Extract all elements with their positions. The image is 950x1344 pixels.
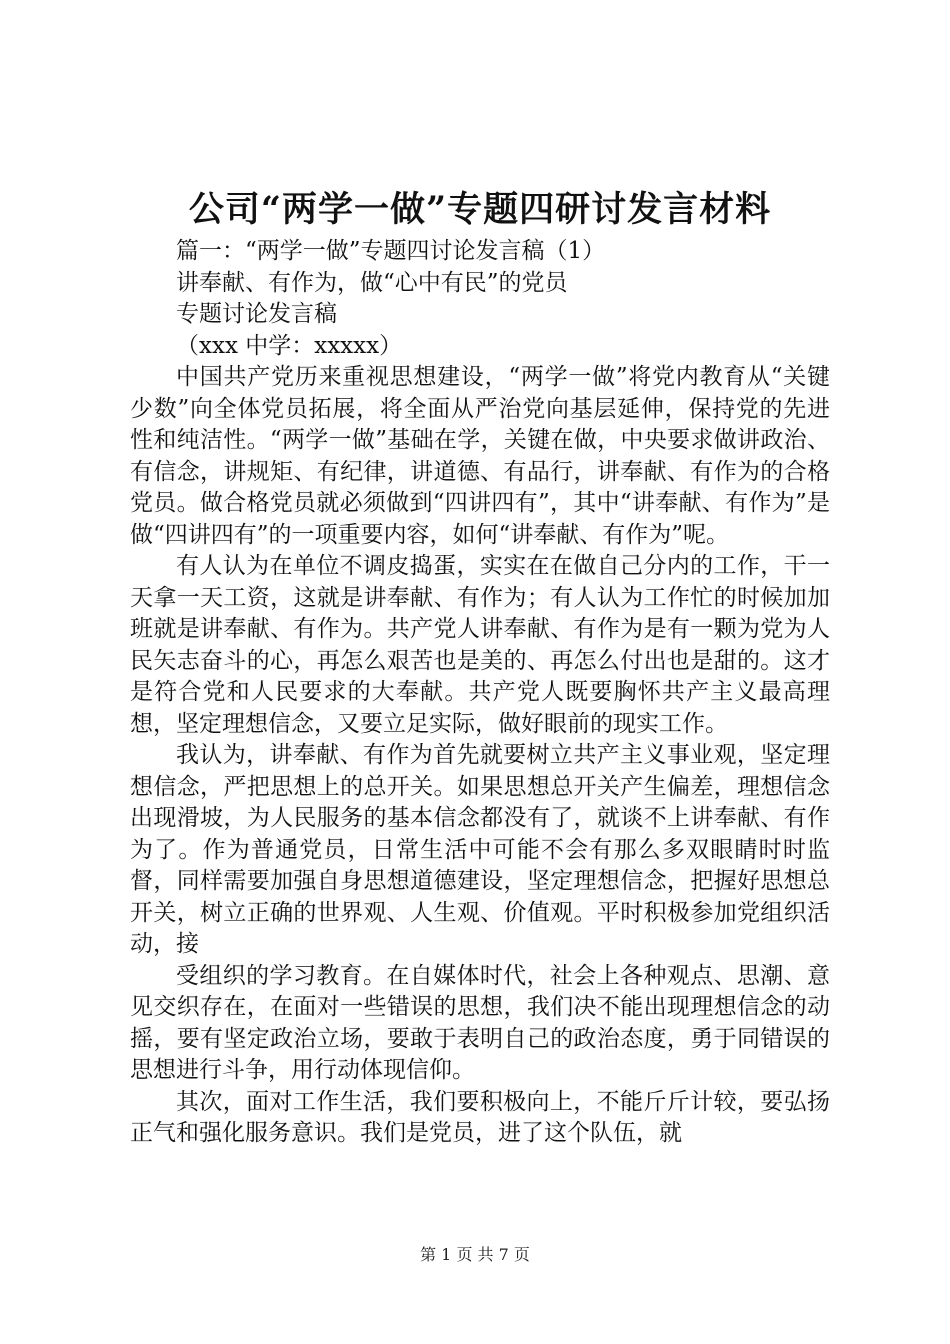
- paragraph-2: 有人认为在单位不调皮捣蛋，实实在在做自己分内的工作，干一天拿一天工资，这就是讲奉献、有作为；有人认为工作忙的时候加加班就是讲奉献、有作为。共产党人讲奉献、有作为是有一颗为党为人民矢志奋斗的心，再怎么艰苦也是美的、再怎么付出也是甜的。这才是符合党和人民要求的大奉献。共产党人既要胸怀共产主义最高理想，坚定理想信念，又要立足实际，做好眼前的现实工作。: [130, 553, 830, 737]
- subheading-3: 专题讨论发言稿: [176, 301, 337, 327]
- paragraph-3: 我认为，讲奉献、有作为首先就要树立共产主义事业观，坚定理想信念，严把思想上的总开关。如果思想总开关产生偏差，理想信念出现滑坡，为人民服务的基本信念都没有了，就谈不上讲奉献、有作为了。作为普通党员，日常生活中可能不会有那么多双眼睛时时监督，同样需要加强自身思想道德建设，坚定理想信念，把握好思想总开关，树立正确的世界观、人生观、价值观。平时积极参加党组织活动，接: [130, 742, 830, 957]
- subheading-1: 篇一：“两学一做”专题四讨论发言稿（1）: [176, 238, 606, 264]
- paragraph-1: 中国共产党历来重视思想建设，“两学一做”将党内教育从“关键少数”向全体党员拓展，将全面从严治党向基层延伸，保持党的先进性和纯洁性。“两学一做”基础在学，关键在做，中央要求做讲政治、有信念，讲规矩、有纪律，讲道德、有品行，讲奉献、有作为的合格党员。做合格党员就必须做到“四讲四有”，其中“讲奉献、有作为”是做“四讲四有”的一项重要内容，如何“讲奉献、有作为”呢。: [130, 364, 830, 548]
- document-body: [130, 236, 830, 1150]
- subheading-2: 讲奉献、有作为，做“心中有民”的党员: [176, 269, 568, 296]
- paragraph-4: 受组织的学习教育。在自媒体时代，社会上各种观点、思潮、意见交织存在，在面对一些错误的思想，我们决不能出现理想信念的动摇，要有坚定政治立场，要敢于表明自己的政治态度，勇于同错误的思想进行斗争，用行动体现信仰。: [130, 962, 830, 1083]
- page-footer: 第 1 页 共 7 页: [420, 1245, 530, 1264]
- subheading-4: （xxx 中学：xxxxx）: [176, 332, 403, 359]
- document-title: 公司“两学一做”专题四研讨发言材料: [188, 189, 772, 230]
- paragraph-5: 其次，面对工作生活，我们要积极向上，不能斤斤计较，要弘扬正气和强化服务意识。我们是党员，进了这个队伍，就: [130, 1088, 830, 1146]
